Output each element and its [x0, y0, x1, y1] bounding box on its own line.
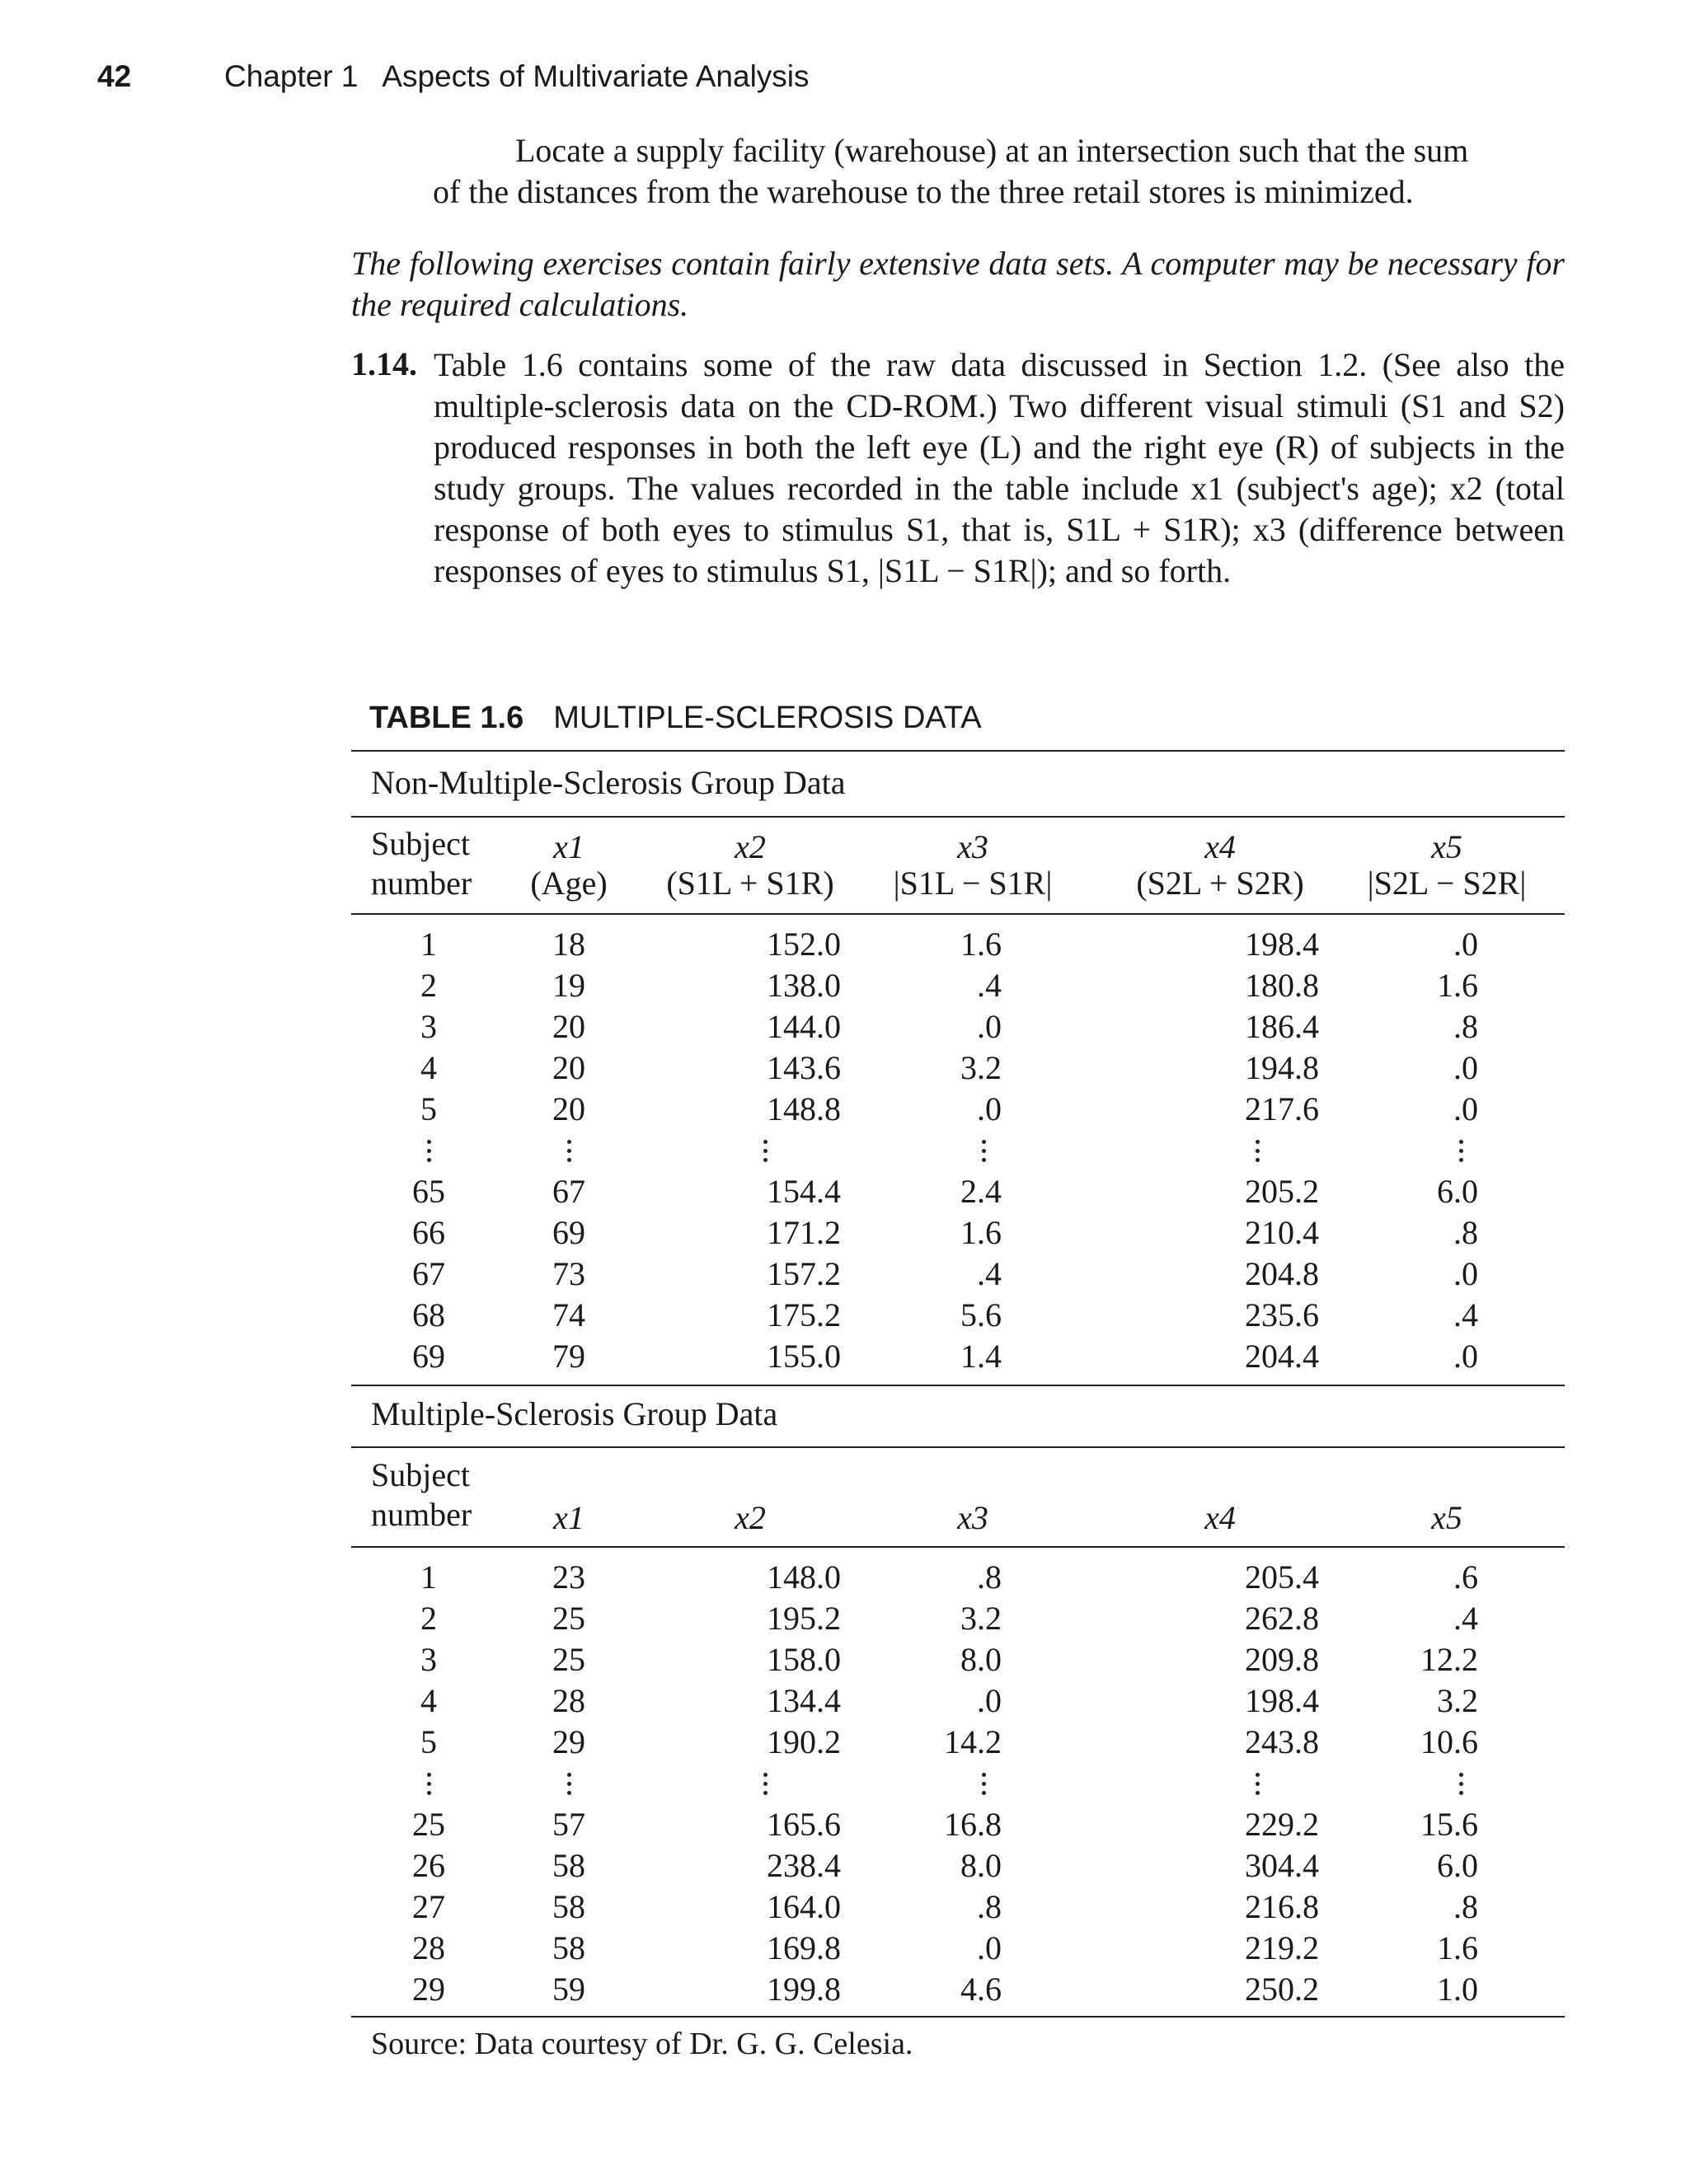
cell-subject: 3: [420, 1641, 437, 1678]
cell-x5: .0: [1453, 926, 1478, 963]
cell-subject: 5: [420, 1090, 437, 1127]
cell-x2: 154.4: [767, 1173, 841, 1210]
table-row: [0, 1006, 1690, 1047]
cell-x1: 20: [552, 1049, 585, 1086]
cell-x4: 250.2: [1245, 1971, 1319, 2008]
cell-x5: .4: [1453, 1600, 1478, 1637]
cell-x4: 216.8: [1245, 1888, 1319, 1925]
cell-subject: 2: [420, 967, 437, 1004]
table-row: [0, 1557, 1690, 1598]
cell-subject: 69: [412, 1338, 445, 1375]
cell-x2: 158.0: [767, 1641, 841, 1678]
cell-x5: .8: [1453, 1008, 1478, 1045]
g2-header-x1: [528, 1499, 610, 1536]
cell-x4: 219.2: [1245, 1929, 1319, 1966]
cell-subject: 66: [412, 1214, 445, 1251]
table-title: MULTIPLE-SCLEROSIS DATA: [553, 701, 982, 735]
cell-x1: 73: [552, 1255, 585, 1292]
g1-x5-var: x5: [1431, 828, 1462, 865]
cell-subject: 25: [412, 1806, 445, 1843]
table-row: [0, 1212, 1690, 1254]
g1-x1-var: x1: [553, 828, 584, 865]
cell-x3: 5.6: [960, 1296, 1002, 1333]
table-row: [0, 1680, 1690, 1722]
cell-subject: 5: [420, 1723, 437, 1760]
table-row: [0, 1047, 1690, 1089]
vertical-ellipsis-icon: [967, 1763, 1000, 1804]
cell-subject: 4: [420, 1682, 437, 1719]
g1-header-subject-1: Subject: [371, 825, 470, 862]
g1-x4-var: x4: [1204, 828, 1236, 865]
table-row: [0, 1171, 1690, 1212]
table-row: [0, 1639, 1690, 1680]
cell-subject: 27: [412, 1888, 445, 1925]
cell-x1: 28: [552, 1682, 585, 1719]
cell-x2: 165.6: [767, 1806, 841, 1843]
cell-x3: 14.2: [944, 1723, 1002, 1760]
cell-x4: 217.6: [1245, 1090, 1319, 1127]
cell-x5: 1.6: [1437, 967, 1478, 1004]
ellipsis-row: [0, 1130, 1690, 1171]
page-number: 42: [97, 59, 132, 93]
g2-x5-var: x5: [1431, 1499, 1462, 1536]
cell-x3: .0: [977, 1090, 1002, 1127]
cell-x1: 59: [552, 1971, 585, 2008]
cell-x5: 12.2: [1420, 1641, 1478, 1678]
cell-x2: 155.0: [767, 1338, 841, 1375]
cell-x3: .4: [977, 967, 1002, 1004]
cell-x5: .4: [1453, 1296, 1478, 1333]
cell-x5: .0: [1453, 1049, 1478, 1086]
cell-x4: 304.4: [1245, 1847, 1319, 1884]
cell-x4: 205.2: [1245, 1173, 1319, 1210]
g1-header-x5-bottom: |S2L − S2R|: [1367, 865, 1527, 902]
cell-x1: 58: [552, 1929, 585, 1966]
cell-subject: 28: [412, 1929, 445, 1966]
vertical-ellipsis-icon: [1444, 1130, 1477, 1171]
cell-x3: .4: [977, 1255, 1002, 1292]
cell-x5: .0: [1453, 1338, 1478, 1375]
rule-group1-header-bottom: [351, 913, 1565, 915]
cell-x1: 19: [552, 967, 585, 1004]
cell-x2: 195.2: [767, 1600, 841, 1637]
cell-x2: 148.8: [767, 1090, 841, 1127]
cell-x5: 6.0: [1437, 1173, 1478, 1210]
cell-x4: 262.8: [1245, 1600, 1319, 1637]
cell-x1: 58: [552, 1888, 585, 1925]
intro-paragraph: [433, 130, 1564, 213]
cell-x1: 74: [552, 1296, 585, 1333]
g1-x2-var: x2: [735, 828, 766, 865]
cell-x5: 6.0: [1437, 1847, 1478, 1884]
cell-x4: 243.8: [1245, 1723, 1319, 1760]
table-caption: [369, 701, 982, 736]
cell-x1: 18: [552, 926, 585, 963]
ellipsis-row: [0, 1763, 1690, 1804]
table-row: [0, 1254, 1690, 1295]
cell-x2: 199.8: [767, 1971, 841, 2008]
cell-x3: .0: [977, 1682, 1002, 1719]
table-row: [0, 1089, 1690, 1130]
cell-x1: 20: [552, 1090, 585, 1127]
vertical-ellipsis-icon: [1241, 1763, 1274, 1804]
table-row: [0, 1336, 1690, 1377]
cell-x2: 134.4: [767, 1682, 841, 1719]
g2-header-subject-1: Subject: [371, 1456, 470, 1493]
g2-x3-var: x3: [957, 1499, 988, 1536]
cell-x1: 67: [552, 1173, 585, 1210]
cell-x3: 3.2: [960, 1049, 1002, 1086]
g1-header-x4-top: [1113, 828, 1327, 865]
intro-line-1: Locate a supply facility (warehouse) at an intersection such that the sum: [515, 132, 1469, 169]
cell-x4: 209.8: [1245, 1641, 1319, 1678]
cell-x4: 204.4: [1245, 1338, 1319, 1375]
g1-header-x2-top: [651, 828, 849, 865]
g1-x3-var: x3: [957, 828, 988, 865]
cell-x5: 10.6: [1420, 1723, 1478, 1760]
vertical-ellipsis-icon: [1444, 1763, 1477, 1804]
vertical-ellipsis-icon: [967, 1130, 1000, 1171]
cell-x5: .0: [1453, 1255, 1478, 1292]
cell-x2: 175.2: [767, 1296, 841, 1333]
cell-x5: .6: [1453, 1558, 1478, 1596]
cell-x2: 169.8: [767, 1929, 841, 1966]
g1-header-x1-bottom: (Age): [530, 865, 608, 902]
cell-x3: .8: [977, 1558, 1002, 1596]
vertical-ellipsis-icon: [552, 1130, 585, 1171]
cell-x1: 57: [552, 1806, 585, 1843]
cell-x5: 1.6: [1437, 1929, 1478, 1966]
cell-x5: .0: [1453, 1090, 1478, 1127]
cell-x4: 229.2: [1245, 1806, 1319, 1843]
cell-subject: 26: [412, 1847, 445, 1884]
table-label: TABLE 1.6: [369, 701, 524, 735]
cell-x2: 138.0: [767, 967, 841, 1004]
cell-subject: 68: [412, 1296, 445, 1333]
vertical-ellipsis-icon: [749, 1130, 782, 1171]
g2-header-subject-2: number: [371, 1496, 472, 1533]
cell-x5: 1.0: [1437, 1971, 1478, 2008]
g2-header-x4: [1113, 1499, 1327, 1536]
cell-x4: 180.8: [1245, 967, 1319, 1004]
cell-subject: 2: [420, 1600, 437, 1637]
g2-header-x3: [874, 1499, 1072, 1536]
table-row: [0, 1969, 1690, 2010]
cell-subject: 4: [420, 1049, 437, 1086]
cell-x4: 186.4: [1245, 1008, 1319, 1045]
cell-x2: 148.0: [767, 1558, 841, 1596]
g1-header-x1-top: [528, 828, 610, 865]
cell-x2: 238.4: [767, 1847, 841, 1884]
vertical-ellipsis-icon: [412, 1763, 445, 1804]
cell-x4: 235.6: [1245, 1296, 1319, 1333]
g2-header-x5: [1348, 1499, 1546, 1536]
cell-x4: 194.8: [1245, 1049, 1319, 1086]
table-row: [0, 1295, 1690, 1336]
table-row: [0, 1886, 1690, 1928]
cell-x4: 210.4: [1245, 1214, 1319, 1251]
g2-x1-var: x1: [553, 1499, 584, 1536]
cell-subject: 67: [412, 1255, 445, 1292]
group1-title: Non-Multiple-Sclerosis Group Data: [371, 764, 846, 801]
cell-x1: 69: [552, 1214, 585, 1251]
cell-x3: 8.0: [960, 1847, 1002, 1884]
chapter-header: Chapter 1 Aspects of Multivariate Analysis: [224, 59, 810, 93]
cell-x1: 25: [552, 1641, 585, 1678]
table-row: [0, 924, 1690, 965]
cell-x2: 190.2: [767, 1723, 841, 1760]
g1-header-subject-2: number: [371, 865, 472, 902]
cell-x4: 204.8: [1245, 1255, 1319, 1292]
vertical-ellipsis-icon: [749, 1763, 782, 1804]
vertical-ellipsis-icon: [412, 1130, 445, 1171]
table-source-note: Source: Data courtesy of Dr. G. G. Celesia.: [371, 2027, 913, 2061]
cell-subject: 3: [420, 1008, 437, 1045]
rule-group1-end: [351, 1385, 1565, 1386]
cell-x2: 143.6: [767, 1049, 841, 1086]
rule-top: [351, 750, 1565, 752]
table-row: [0, 1804, 1690, 1845]
exercise-text: Table 1.6 contains some of the raw data discussed in Section 1.2. (See also the multiple-sclerosis data on the CD-ROM.) Two different visual stimuli (S1 and S2) produced responses in both the left eye (L) and the right eye (R) of subjects in the study groups. The values recorded in the table include x1 (subject's age); x2 (total response of both eyes to stimulus S1, that is, S1L + S1R); x3 (difference between responses of eyes to stimulus S1, |S1L − S1R|); and so forth.: [434, 346, 1565, 589]
cell-x5: 3.2: [1437, 1682, 1478, 1719]
cell-x5: .8: [1453, 1214, 1478, 1251]
intro-line-2: of the distances from the warehouse to the three retail stores is minimized.: [433, 173, 1414, 210]
g2-x4-var: x4: [1204, 1499, 1236, 1536]
cell-x3: 8.0: [960, 1641, 1002, 1678]
cell-subject: 1: [420, 1558, 437, 1596]
cell-x3: 1.4: [960, 1338, 1002, 1375]
cell-x4: 205.4: [1245, 1558, 1319, 1596]
rule-group2-header-top: [351, 1446, 1565, 1448]
cell-x5: .8: [1453, 1888, 1478, 1925]
g2-x2-var: x2: [735, 1499, 766, 1536]
g2-header-x2: [651, 1499, 849, 1536]
g1-header-x4-bottom: (S2L + S2R): [1136, 865, 1304, 902]
cell-x5: 15.6: [1420, 1806, 1478, 1843]
g1-header-x2-bottom: (S1L + S1R): [666, 865, 834, 902]
cell-x4: 198.4: [1245, 926, 1319, 963]
cell-x3: 2.4: [960, 1173, 1002, 1210]
g1-header-x5-top: [1348, 828, 1546, 865]
cell-subject: 29: [412, 1971, 445, 2008]
table-row: [0, 1722, 1690, 1763]
rule-group2-header-bottom: [351, 1546, 1565, 1548]
vertical-ellipsis-icon: [1241, 1130, 1274, 1171]
cell-x4: 198.4: [1245, 1682, 1319, 1719]
cell-x1: 29: [552, 1723, 585, 1760]
cell-x2: 144.0: [767, 1008, 841, 1045]
cell-x3: .0: [977, 1008, 1002, 1045]
exercises-note: The following exercises contain fairly extensive data sets. A computer may be necessary for the required calculations.: [351, 245, 1565, 323]
group2-title: Multiple-Sclerosis Group Data: [371, 1395, 778, 1432]
cell-x3: 1.6: [960, 926, 1002, 963]
exercise-number: 1.14.: [351, 345, 417, 382]
rule-group1-header-top: [351, 816, 1565, 818]
g1-header-x3-top: [874, 828, 1072, 865]
cell-x3: 16.8: [944, 1806, 1002, 1843]
cell-x3: .8: [977, 1888, 1002, 1925]
cell-x2: 157.2: [767, 1255, 841, 1292]
cell-x2: 152.0: [767, 926, 841, 963]
cell-x2: 171.2: [767, 1214, 841, 1251]
cell-x3: 3.2: [960, 1600, 1002, 1637]
cell-subject: 65: [412, 1173, 445, 1210]
cell-x2: 164.0: [767, 1888, 841, 1925]
cell-x1: 20: [552, 1008, 585, 1045]
rule-table-bottom: [351, 2016, 1565, 2018]
g1-header-x3-bottom: |S1L − S1R|: [893, 865, 1053, 902]
cell-subject: 1: [420, 926, 437, 963]
cell-x1: 58: [552, 1847, 585, 1884]
cell-x1: 23: [552, 1558, 585, 1596]
cell-x3: .0: [977, 1929, 1002, 1966]
cell-x1: 25: [552, 1600, 585, 1637]
table-row: [0, 1845, 1690, 1886]
table-row: [0, 965, 1690, 1006]
table-row: [0, 1598, 1690, 1639]
table-row: [0, 1928, 1690, 1969]
cell-x1: 79: [552, 1338, 585, 1375]
vertical-ellipsis-icon: [552, 1763, 585, 1804]
cell-x3: 4.6: [960, 1971, 1002, 2008]
cell-x3: 1.6: [960, 1214, 1002, 1251]
